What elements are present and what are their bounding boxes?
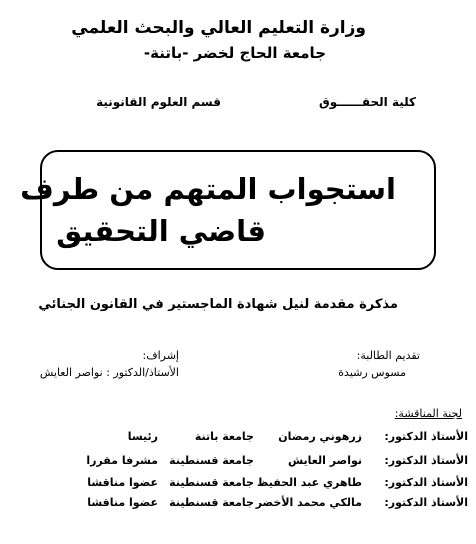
committee-row bbox=[0, 476, 476, 498]
member-role: رئيسا bbox=[127, 430, 158, 443]
committee-row bbox=[0, 430, 476, 452]
title-frame bbox=[20, 150, 436, 270]
member-title: الأستاذ الدكتور: bbox=[384, 430, 468, 443]
member-name: طاهري عبد الحفيظ bbox=[256, 476, 362, 489]
thesis-title-line-1: استجواب المتهم من طرف bbox=[20, 172, 396, 206]
member-role: عضوا مناقشا bbox=[87, 496, 158, 509]
supervision-label: إشراف: bbox=[142, 349, 179, 362]
faculty-label: كلية الحقــــــوق bbox=[319, 95, 416, 109]
thesis-title-line-2: قاضي التحقيق bbox=[56, 214, 266, 248]
member-university: جامعة قسنطينة bbox=[169, 476, 254, 489]
university-heading: جامعة الحاج لخضر -باتنة- bbox=[143, 44, 326, 62]
member-title: الأستاذ الدكتور: bbox=[384, 476, 468, 489]
member-name: مالكي محمد الأخضر bbox=[255, 496, 362, 509]
member-role: عضوا مناقشا bbox=[87, 476, 158, 489]
member-title: الأستاذ الدكتور: bbox=[384, 496, 468, 509]
member-name: زرهوني رمضان bbox=[278, 430, 362, 443]
member-university: جامعة قسنطينة bbox=[169, 454, 254, 467]
ministry-heading: وزارة التعليم العالي والبحث العلمي bbox=[71, 18, 366, 38]
supervisor-name: الأستاذ/الدكتور : نواصر العايش bbox=[39, 366, 179, 379]
memo-subtitle: مذكرة مقدمة لنيل شهادة الماجستير في القانون الجنائي bbox=[38, 297, 398, 312]
committee-row bbox=[0, 454, 476, 476]
submission-label: تقديم الطالبة: bbox=[356, 349, 420, 362]
department-label: قسم العلوم القانونية bbox=[96, 95, 221, 109]
student-name: مسوس رشيدة bbox=[338, 366, 406, 379]
committee-label: لجنة المناقشة: bbox=[394, 407, 462, 420]
member-title: الأستاذ الدكتور: bbox=[384, 454, 468, 467]
member-university: جامعة قسنطينة bbox=[169, 496, 254, 509]
member-university: جامعة باتنة bbox=[194, 430, 254, 443]
member-role: مشرفا مقررا bbox=[86, 454, 158, 467]
committee-row bbox=[0, 496, 476, 518]
member-name: نواصر العايش bbox=[287, 454, 362, 467]
